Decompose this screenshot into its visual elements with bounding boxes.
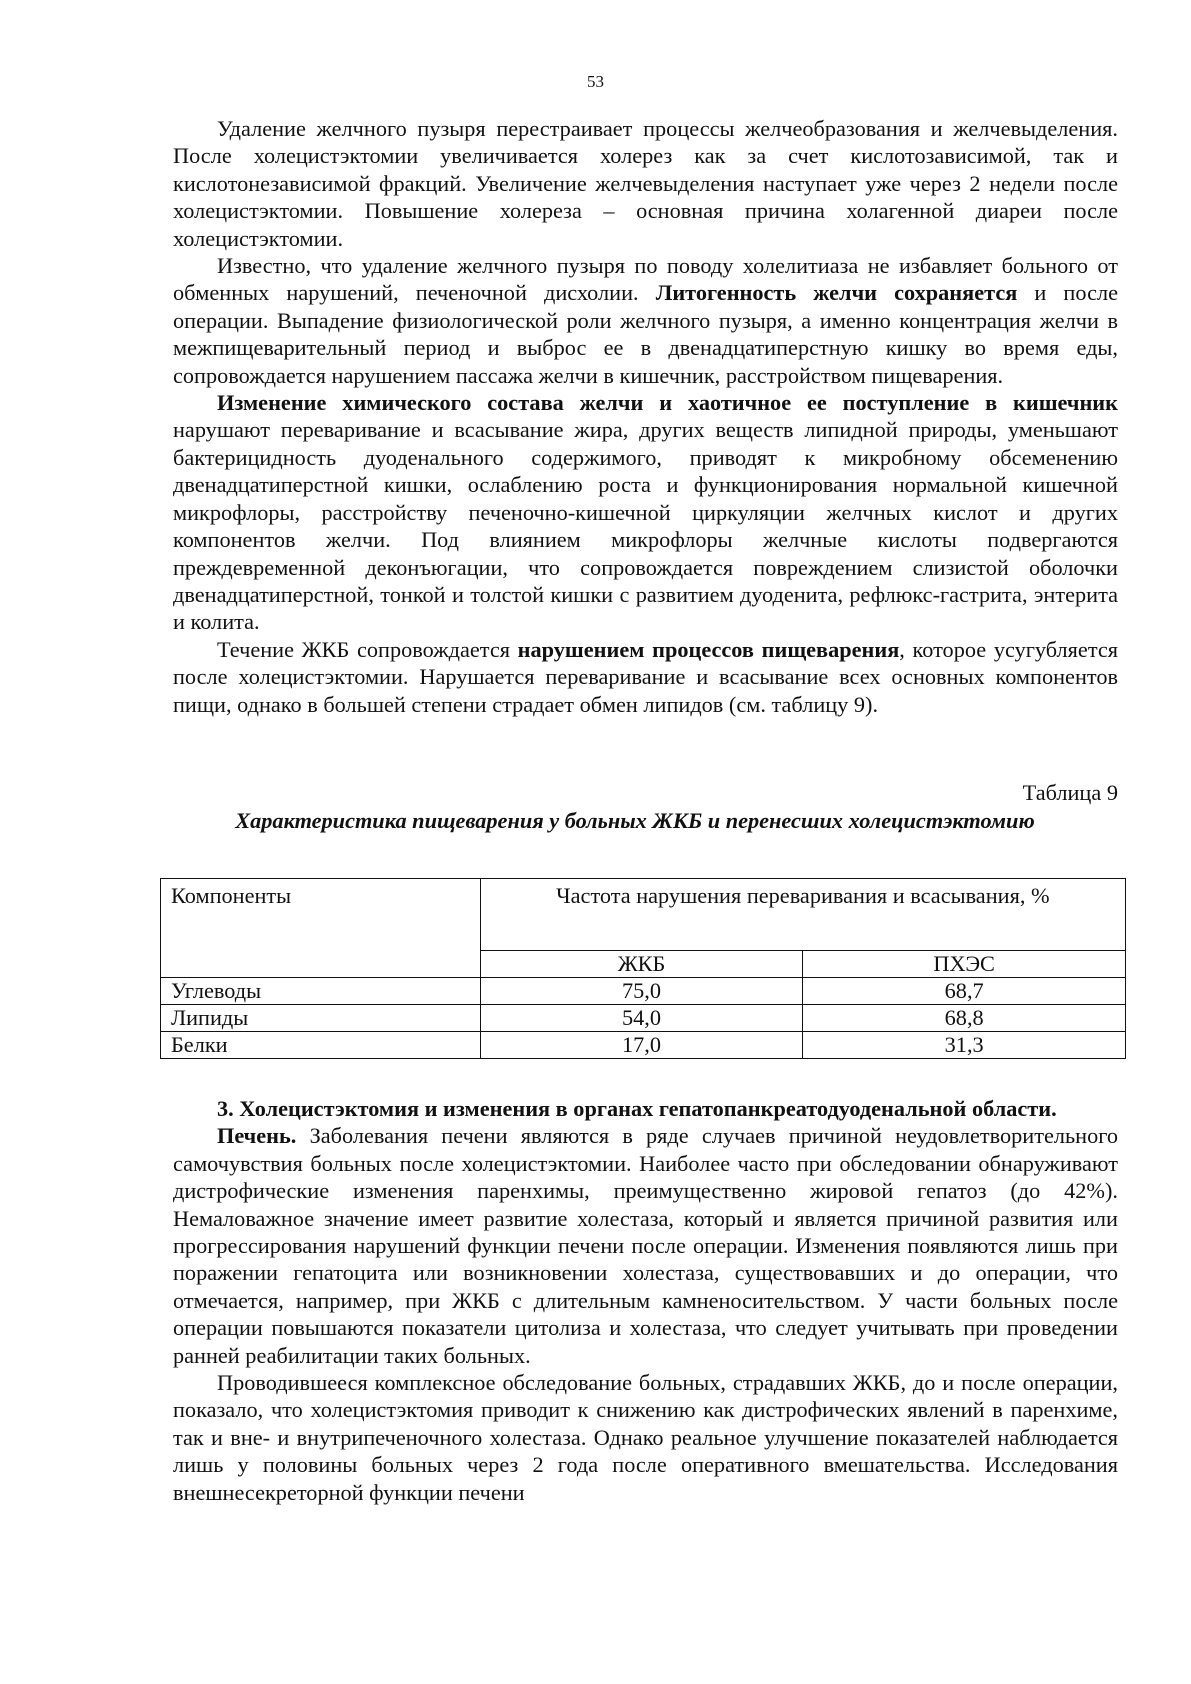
row-value-phes: 31,3 xyxy=(803,1032,1126,1059)
paragraph-4 xyxy=(173,636,1118,718)
paragraph-3-bold: Изменение химического состава желчи и хаотичное ее поступление в кишечник xyxy=(217,390,1118,416)
header-frequency: Частота нарушения переваривания и всасывания, % xyxy=(480,879,1125,951)
subheader-phes: ПХЭС xyxy=(803,951,1126,978)
paragraph-2-text-a: Известно, что удаление желчного пузыря по поводу холелитиаза не избавляет больного от обменных нарушений, печеночной дисхолии. xyxy=(173,253,1118,306)
table-row xyxy=(161,978,1126,1005)
section-heading: 3. Холецистэктомия и изменения в органах гепатопанкреатодуоденальной области. xyxy=(217,1096,1057,1121)
row-value-phes: 68,8 xyxy=(803,1005,1126,1032)
paragraph-4-bold: нарушением процессов пищеварения xyxy=(517,636,900,662)
upper-text-block xyxy=(173,115,1118,718)
table-row xyxy=(161,1032,1126,1059)
row-name: Углеводы xyxy=(161,978,481,1005)
paragraph-4-text-a: Течение ЖКБ сопровождается xyxy=(217,636,518,662)
row-name: Белки xyxy=(161,1032,481,1059)
paragraph-6: Проводившееся комплексное обследование больных, страдавших ЖКБ, до и после операции, показало, что холецистэктомия приводит к снижению как дистрофических явлений в паренхиме, так и вне- и внутрипеченочного холестаза. Однако реальное улучшение показателей наблюдается лишь у половины больных через 2 года после оперативного вмешательства. Исследования внешнесекреторной функции печени xyxy=(173,1370,1118,1505)
digestion-table xyxy=(160,878,1126,1059)
header-components: Компоненты xyxy=(161,879,481,978)
table-title: Характеристика пищеварения у больных ЖКБ и перенесших холецистэктомию xyxy=(235,808,1035,833)
paragraph-5 xyxy=(173,1122,1118,1369)
paragraph-2 xyxy=(173,252,1118,389)
paragraph-5-text: Заболевания печени являются в ряде случаев причиной неудовлетворительного самочувствия больных после холецистэктомии. Наиболее часто при обследовании обнаруживают дистрофические изменения паренхимы, преимущественно жировой гепатоз (до 42%). Немаловажное значение имеет развитие холестаза, который и является причиной развития или прогрессирования нарушений функции печени после операции. Изменения появляются лишь при поражении гепатоцита или возникновении холестаза, существовавших и до операции, что отмечается, например, при ЖКБ с длительным камненосительством. У части больных после операции повышаются показатели цитолиза и холестаза, что следует учитывать при проведении ранней реабилитации таких больных. xyxy=(173,1123,1118,1368)
row-value-phes: 68,7 xyxy=(803,978,1126,1005)
paragraph-2-text-b: и после операции. Выпадение физиологической роли желчного пузыря, а именно концентрация желчи в межпищеварительный период и выброс ее в двенадцатиперстную кишку во время еды, сопровождается нарушением пассажа желчи в кишечник, расстройством пищеварения. xyxy=(173,280,1118,388)
row-value-zhkb: 75,0 xyxy=(480,978,803,1005)
lower-text-block xyxy=(173,1095,1118,1506)
page-number: 53 xyxy=(587,72,604,91)
paragraph-3 xyxy=(173,389,1118,636)
table-label: Таблица 9 xyxy=(1022,780,1118,805)
row-value-zhkb: 17,0 xyxy=(480,1032,803,1059)
subheader-zhkb: ЖКБ xyxy=(480,951,803,978)
row-name: Липиды xyxy=(161,1005,481,1032)
paragraph-3-text: нарушают переваривание и всасывание жира, других веществ липидной природы, уменьшают бактерицидность дуоденального содержимого, приводят к микробному обсеменению двенадцатиперстной кишки, ослаблению роста и функционирования нормальной кишечной микрофлоры, расстройству печеночно-кишечной циркуляции желчных кислот и других компонентов желчи. Под влиянием микрофлоры желчные кислоты подвергаются преждевременной деконъюгации, что сопровождается повреждением слизистой оболочки двенадцатиперстной, тонкой и толстой кишки с развитием дуоденита, рефлюкс-гастрита, энтерита и колита. xyxy=(173,417,1118,635)
paragraph-5-bold: Печень. xyxy=(217,1123,297,1149)
table-row xyxy=(161,1005,1126,1032)
paragraph-4-text-b: , которое усугубляется после холецистэктомии. Нарушается переваривание и всасывание всех основных компонентов пищи, однако в большей степени страдает обмен липидов (см. таблицу 9). xyxy=(173,636,1118,717)
row-value-zhkb: 54,0 xyxy=(480,1005,803,1032)
paragraph-1: Удаление желчного пузыря перестраивает процессы желчеобразования и желчевыделения. После холецистэктомии увеличивается холерез как за счет кислотозависимой, так и кислотонезависимой фракций. Увеличение желчевыделения наступает уже через 2 недели после холецистэктомии. Повышение холереза – основная причина холагенной диареи после холецистэктомии. xyxy=(173,116,1118,251)
table-header-row xyxy=(161,879,1126,951)
paragraph-2-bold: Литогенность желчи сохраняется xyxy=(655,280,1018,306)
